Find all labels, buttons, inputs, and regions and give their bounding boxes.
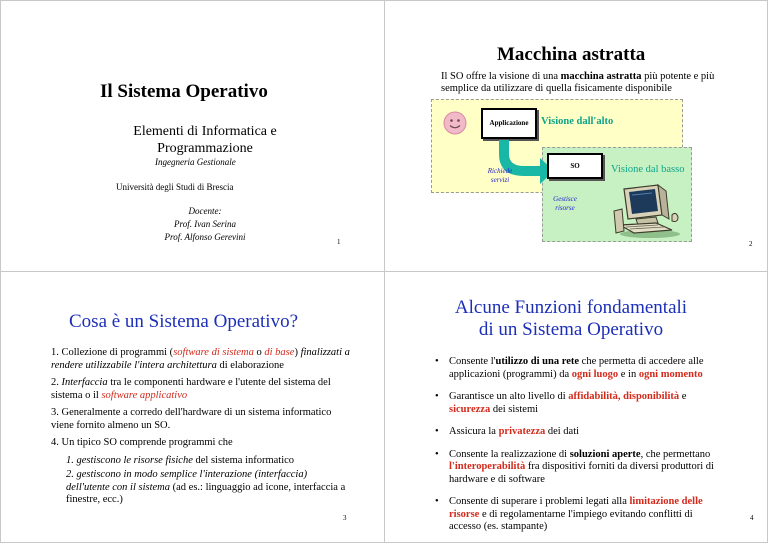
bullet-list bbox=[435, 356, 725, 534]
text-run: affidabilità, disponibilità bbox=[568, 391, 680, 402]
slide2-intro bbox=[441, 71, 716, 95]
page-number: 3 bbox=[343, 514, 347, 522]
list-item bbox=[51, 347, 351, 372]
sub-list-item bbox=[66, 469, 351, 507]
text-run: e in bbox=[618, 368, 639, 380]
text-run: e bbox=[679, 391, 687, 402]
manages-resources-label: Gestisce risorse bbox=[553, 195, 577, 212]
text-run: Consente l' bbox=[449, 356, 496, 367]
text-run: di elaborazione bbox=[216, 359, 284, 371]
text-run: dei sistemi bbox=[490, 403, 539, 415]
text-run: Il SO offre la visione di una bbox=[441, 71, 561, 82]
text-run: utilizzo di una rete bbox=[495, 356, 580, 367]
text-run: e di regolamentarne l'impiego evitando conflitti di accesso (es. stampante) bbox=[449, 508, 693, 532]
text-run: 1. gestiscono le risorse fisiche bbox=[66, 454, 193, 466]
text-run: software di sistema bbox=[173, 347, 254, 358]
computer-icon bbox=[612, 181, 682, 239]
left-border bbox=[0, 0, 1, 543]
page-number: 4 bbox=[750, 514, 754, 522]
text-run: o bbox=[253, 347, 265, 358]
university-name: Università degli Studi di Brescia bbox=[116, 182, 234, 192]
text-run: privatezza bbox=[498, 426, 546, 437]
numbered-list bbox=[51, 347, 351, 450]
course-name: Ingegneria Gestionale bbox=[155, 157, 236, 167]
so-box bbox=[547, 153, 603, 179]
page-number: 2 bbox=[749, 240, 753, 248]
application-label: Applicazione bbox=[489, 119, 529, 127]
text-run: Interfaccia bbox=[61, 377, 108, 388]
text-run: 2. gestiscono in modo semplice l'interazione (interfaccia) dell'utente con il sistema bbox=[66, 469, 308, 493]
text-run: del sistema informatico bbox=[192, 454, 295, 466]
text-run: finalizzati a rendere utilizzabile l'intera architettura bbox=[51, 347, 350, 371]
text-run: più potente e più semplice da utilizzare di quella fisicamente disponibile bbox=[441, 71, 715, 94]
bullet-item bbox=[435, 391, 725, 416]
requests-services-label: Richiede servizi bbox=[487, 167, 513, 184]
so-label: SO bbox=[570, 162, 580, 170]
list-item bbox=[51, 407, 351, 432]
bullet-item bbox=[435, 449, 725, 487]
text-run: 4. Un tipico SO comprende programmi che bbox=[51, 437, 233, 448]
text-run: Consente di superare i problemi legati alla bbox=[449, 496, 630, 507]
sub-list-item bbox=[66, 455, 351, 468]
bullet-item bbox=[435, 496, 725, 534]
text-run: l'interoperabilità bbox=[449, 461, 526, 472]
text-run: 2. bbox=[51, 377, 62, 388]
bottom-view-label: Visione dal basso bbox=[611, 164, 685, 175]
text-run: Consente la realizzazione di bbox=[449, 448, 570, 460]
page-number: 1 bbox=[337, 238, 341, 246]
slide3-list bbox=[51, 347, 351, 509]
bullet-item bbox=[435, 356, 725, 381]
text-run: che permetta di accedere alle applicazioni (programmi) da bbox=[449, 356, 704, 380]
slide4-list bbox=[435, 356, 725, 544]
text-run: , che permettano bbox=[640, 448, 711, 460]
text-run: software applicativo bbox=[101, 389, 188, 401]
slide4-title: Alcune Funzioni fondamentali di un Sistema Operativo bbox=[454, 297, 688, 340]
slide3-title: Cosa è un Sistema Operativo? bbox=[69, 311, 299, 332]
text-run: ogni luogo bbox=[571, 368, 619, 380]
list-item bbox=[51, 437, 351, 450]
text-run: 1. Collezione di programmi ( bbox=[51, 347, 174, 358]
teachers-block: Docente: Prof. Ivan Serina Prof. Alfonso Gerevini bbox=[164, 206, 246, 242]
text-run: sicurezza bbox=[449, 403, 491, 415]
text-run: Garantisce un alto livello di bbox=[449, 391, 569, 402]
application-box bbox=[481, 108, 537, 139]
text-run: Assicura la bbox=[449, 426, 499, 437]
text-run: limitazione delle risorse bbox=[449, 496, 703, 520]
slide2-title: Macchina astratta bbox=[497, 44, 646, 65]
text-run: dei dati bbox=[545, 426, 580, 437]
slide1-title: Il Sistema Operativo bbox=[100, 81, 268, 102]
text-run: macchina astratta bbox=[560, 71, 642, 82]
text-run: soluzioni aperte bbox=[569, 448, 641, 460]
text-run: (ad es.: linguaggio ad icone, interfaccia a finestre, ecc.) bbox=[66, 481, 346, 505]
bullet-item bbox=[435, 426, 725, 439]
text-run: fra dispositivi forniti da diversi produttori di hardware e di software bbox=[449, 461, 714, 485]
slide1-subtitle: Elementi di Informatica e Programmazione bbox=[133, 124, 277, 156]
text-run: ) bbox=[294, 347, 301, 358]
vertical-divider bbox=[384, 0, 385, 543]
top-view-label: Visione dall'alto bbox=[541, 116, 614, 127]
text-run: 3. Generalmente a corredo dell'hardware di un sistema informatico viene fornito almeno un SO. bbox=[51, 407, 332, 431]
smiley-user-icon bbox=[443, 111, 467, 135]
list-item bbox=[51, 377, 351, 402]
text-run: di base bbox=[264, 347, 295, 358]
sub-list bbox=[66, 455, 351, 507]
text-run: ogni momento bbox=[638, 368, 703, 380]
text-run: tra le componenti hardware e l'utente del sistema del sistema o il bbox=[51, 377, 331, 401]
